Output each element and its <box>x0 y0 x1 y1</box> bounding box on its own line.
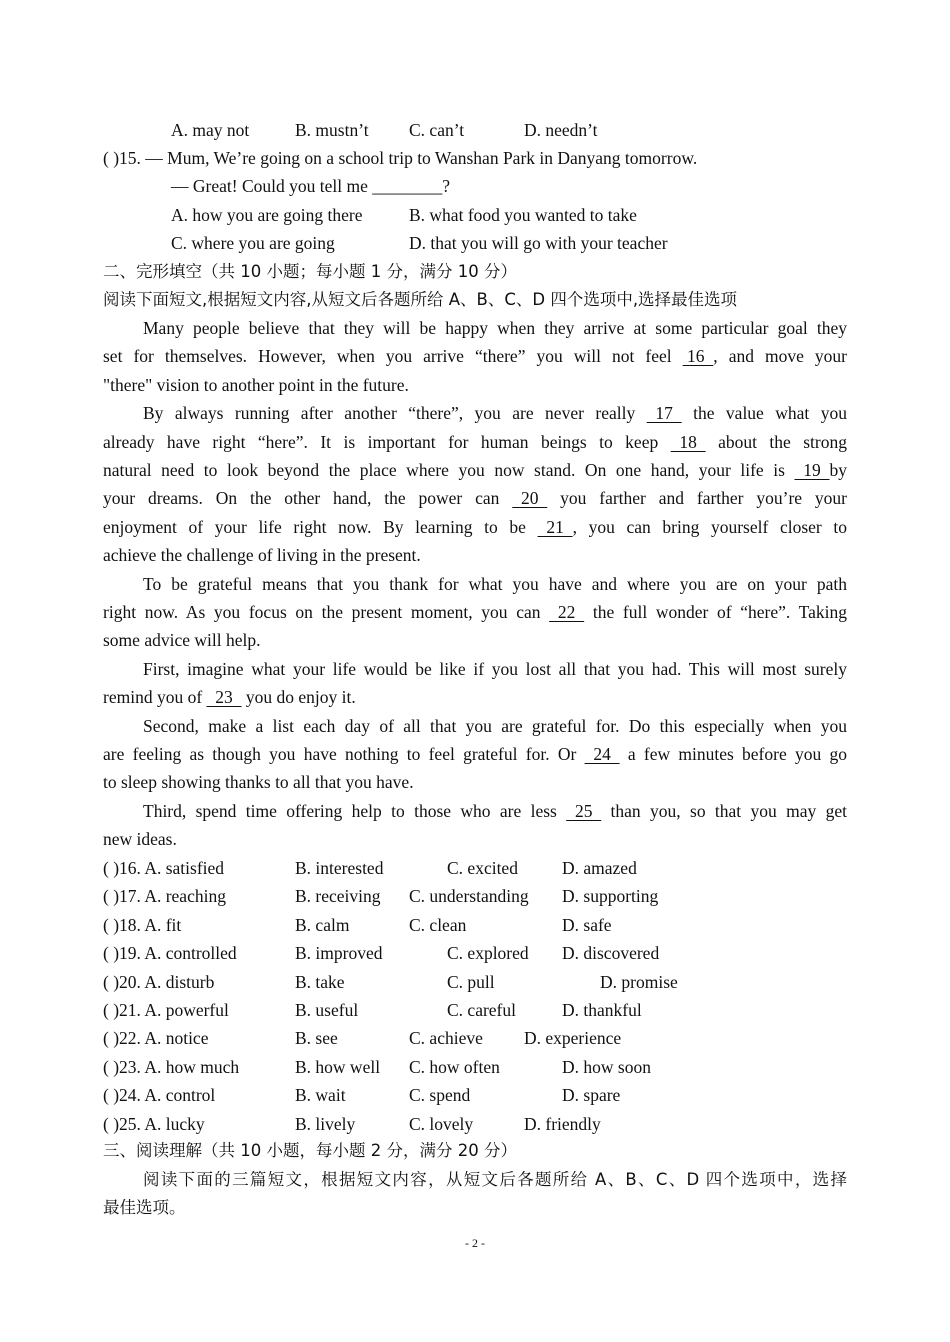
cloze-blank: 17 <box>646 403 682 424</box>
section3-heading: 三、阅读理解（共 10 小题，每小题 2 分，满分 20 分） <box>103 1141 517 1160</box>
option-c: C. spend <box>409 1085 471 1106</box>
passage-line <box>143 712 847 740</box>
passage-text: by <box>829 460 847 480</box>
cloze-blank: 16 <box>682 346 714 367</box>
question-number-option-a: ( )24. A. control <box>103 1085 216 1106</box>
option-c: C. clean <box>409 914 467 935</box>
passage-text: First, imagine what your life would be like if you lost all that you had. This will most surely <box>143 658 847 679</box>
passage-text: the full wonder of “here”. Taking <box>584 602 847 622</box>
passage-text: to sleep showing thanks to all that you have. <box>103 772 414 793</box>
passage-line <box>103 825 847 853</box>
cloze-blank: 22 <box>549 602 585 622</box>
option-c: C. how often <box>409 1056 500 1077</box>
option-b: B. improved <box>295 943 383 964</box>
passage-text: the value what you <box>681 403 847 424</box>
option-c: C. lovely <box>409 1113 474 1134</box>
passage-text: "there" vision to another point in the future. <box>103 374 409 395</box>
section2-instruction: 阅读下面短文,根据短文内容,从短文后各题所给 A、B、C、D 四个选项中,选择最佳选项 <box>103 290 738 309</box>
passage-line <box>143 797 847 825</box>
q15-reply: — Great! Could you tell me ________? <box>171 176 450 196</box>
option-b: B. mustn’t <box>295 120 369 140</box>
q15-stem <box>103 144 847 172</box>
passage-line <box>103 456 847 484</box>
question-number-option-a: ( )20. A. disturb <box>103 971 215 992</box>
passage-text: about the strong <box>705 431 847 452</box>
passage-line <box>143 314 847 342</box>
passage-text: than you, so that you may get <box>601 800 847 821</box>
q15-number: ( )15. <box>103 148 141 168</box>
option-c: C. excited <box>447 858 518 878</box>
option-d: D. amazed <box>562 858 637 878</box>
passage-line <box>103 740 847 768</box>
passage-text: right now. As you focus on the present moment, you can <box>103 602 550 622</box>
option-d: D. discovered <box>562 943 660 964</box>
option-c: C. explored <box>447 943 529 964</box>
cloze-blank: 18 <box>670 431 706 452</box>
q15-text: — Mum, We’re going on a school trip to Wanshan Park in Danyang tomorrow. <box>145 148 698 168</box>
passage-line <box>103 598 847 626</box>
passage-text: , you can bring yourself closer to <box>572 516 847 537</box>
option-c: C. pull <box>447 971 495 992</box>
section3-instruction-line2: 最佳选项。 <box>103 1198 186 1217</box>
passage-line <box>103 371 847 399</box>
question-number-option-a: ( )21. A. powerful <box>103 1000 229 1020</box>
passage-line <box>143 570 847 598</box>
option-d: D. friendly <box>524 1113 601 1134</box>
option-b: B. take <box>295 971 345 992</box>
question-number-option-a: ( )19. A. controlled <box>103 943 237 964</box>
option-d: D. supporting <box>562 886 659 907</box>
option-b: B. calm <box>295 914 350 935</box>
passage-text: already have right “here”. It is important for human beings to keep <box>103 431 671 452</box>
passage-line <box>103 768 847 796</box>
option-b: B. see <box>295 1028 338 1049</box>
passage-text: a few minutes before you go <box>619 744 847 764</box>
option-d: D. promise <box>600 971 678 992</box>
passage-line <box>103 626 847 654</box>
option-d: D. experience <box>524 1028 622 1049</box>
cloze-blank: 25 <box>566 800 602 821</box>
option-c: C. achieve <box>409 1028 483 1049</box>
option-c: C. understanding <box>409 886 529 907</box>
option-d: D. that you will go with your teacher <box>409 233 668 253</box>
option-b: B. lively <box>295 1113 356 1134</box>
cloze-blank: 20 <box>512 488 548 509</box>
passage-text: Third, spend time offering help to those who are less <box>143 800 567 821</box>
option-c: C. where you are going <box>171 233 335 253</box>
section2-heading: 二、完形填空（共 10 小题；每小题 1 分，满分 10 分） <box>103 262 517 281</box>
passage-text: enjoyment of your life right now. By learning to be <box>103 516 538 537</box>
passage-text: set for themselves. However, when you arrive “there” you will not feel <box>103 346 683 367</box>
passage-text: some advice will help. <box>103 630 261 651</box>
passage-text: remind you of <box>103 687 207 708</box>
page-number: - 2 - <box>465 1236 485 1250</box>
option-d: D. safe <box>562 914 612 935</box>
passage-text: achieve the challenge of living in the present. <box>103 545 421 566</box>
passage-line <box>103 541 847 569</box>
option-a: A. how you are going there <box>171 205 363 225</box>
option-c: C. careful <box>447 1000 516 1020</box>
option-b: B. how well <box>295 1056 381 1077</box>
option-d: D. how soon <box>562 1056 651 1077</box>
question-number-option-a: ( )23. A. how much <box>103 1056 240 1077</box>
passage-line <box>143 399 847 427</box>
option-b: B. wait <box>295 1085 346 1106</box>
cloze-blank: 24 <box>584 744 620 764</box>
question-number-option-a: ( )16. A. satisfied <box>103 858 225 878</box>
passage-text: By always running after another “there”, you are never really <box>143 403 647 424</box>
question-number-option-a: ( )17. A. reaching <box>103 886 226 907</box>
option-d: D. thankful <box>562 1000 642 1020</box>
passage-text: are feeling as though you have nothing to feel grateful for. Or <box>103 744 585 764</box>
passage-text: To be grateful means that you thank for what you have and where you are on your path <box>143 573 847 594</box>
passage-text: Many people believe that they will be happy when they arrive at some particular goal they <box>143 318 847 338</box>
option-b: B. what food you wanted to take <box>409 205 637 225</box>
passage-line <box>103 342 847 370</box>
passage-text: new ideas. <box>103 829 177 850</box>
cloze-blank: 21 <box>537 516 573 537</box>
section3-instruction-line1: 阅读下面的三篇短文，根据短文内容，从短文后各题所给 A、B、C、D 四个选项中，选择 <box>143 1170 847 1189</box>
passage-text: , and move your <box>713 346 847 367</box>
passage-line <box>103 513 847 541</box>
passage-text: natural need to look beyond the place where you now stand. On one hand, your life is <box>103 460 795 480</box>
question-number-option-a: ( )18. A. fit <box>103 914 182 935</box>
option-d: D. spare <box>562 1085 621 1106</box>
option-b: B. receiving <box>295 886 381 907</box>
passage-text: your dreams. On the other hand, the power can <box>103 488 513 509</box>
passage-text: you farther and farther you’re your <box>547 488 847 509</box>
passage-line <box>103 484 847 512</box>
option-d: D. needn’t <box>524 120 598 140</box>
cloze-blank: 19 <box>794 460 830 480</box>
option-b: B. interested <box>295 858 384 878</box>
option-a: A. may not <box>171 120 250 140</box>
cloze-blank: 23 <box>206 687 242 708</box>
question-number-option-a: ( )22. A. notice <box>103 1028 209 1049</box>
question-number-option-a: ( )25. A. lucky <box>103 1113 205 1134</box>
passage-text: Second, make a list each day of all that you are grateful for. Do this especially when you <box>143 715 847 736</box>
passage-line <box>103 428 847 456</box>
option-b: B. useful <box>295 1000 359 1020</box>
passage-text: you do enjoy it. <box>241 687 356 708</box>
passage-line <box>103 683 847 711</box>
option-c: C. can’t <box>409 120 465 140</box>
passage-line <box>143 655 847 683</box>
